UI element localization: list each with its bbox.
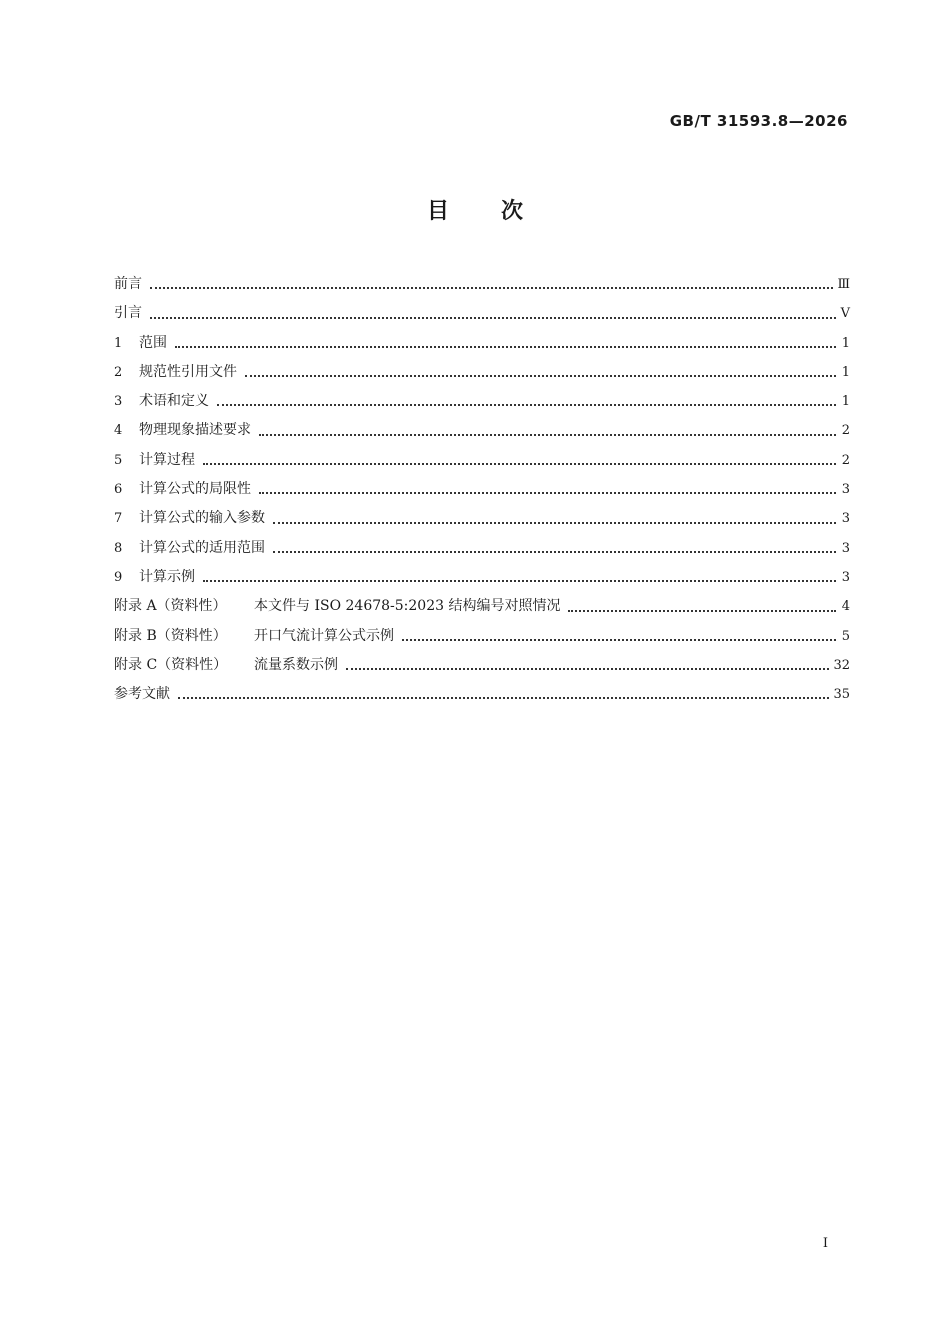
toc-section-number: 6 xyxy=(114,482,123,498)
toc-entry-9[interactable] xyxy=(114,563,850,592)
toc-section-number: 8 xyxy=(114,540,123,556)
toc-section-number: 5 xyxy=(114,452,123,468)
toc-page-number: 3 xyxy=(841,569,850,585)
toc-label: 计算过程 xyxy=(139,451,195,468)
toc-leader-dots xyxy=(259,475,836,504)
toc-page-number: 2 xyxy=(841,423,850,439)
toc-page-number: Ⅴ xyxy=(840,306,850,322)
toc-leader-dots xyxy=(150,299,836,328)
toc-page-number: 1 xyxy=(841,364,850,380)
toc-entry-5[interactable] xyxy=(114,446,850,475)
toc-leader-dots xyxy=(273,534,836,563)
toc-leader-dots xyxy=(178,680,829,709)
toc-annex-type: 附录 C（资料性） xyxy=(114,656,228,673)
toc-label: 计算示例 xyxy=(139,568,195,585)
toc-leader-dots xyxy=(217,387,836,416)
toc-section-number: 9 xyxy=(114,569,123,585)
toc-label: 开口气流计算公式示例 xyxy=(254,627,394,644)
toc-section-number: 2 xyxy=(114,364,123,380)
toc-page-number: 3 xyxy=(841,511,850,527)
toc-page-number: 5 xyxy=(841,628,850,644)
toc-page-number: 4 xyxy=(841,599,850,615)
toc-page-number: 2 xyxy=(841,452,850,468)
toc-entry-2[interactable] xyxy=(114,358,850,387)
toc-label: 计算公式的局限性 xyxy=(139,481,251,498)
toc-entry-3[interactable] xyxy=(114,387,850,416)
toc-leader-dots xyxy=(259,416,836,445)
toc-label: 规范性引用文件 xyxy=(139,363,237,380)
toc-page-number: 1 xyxy=(841,394,850,410)
toc-entry-annex-c[interactable] xyxy=(114,651,850,680)
toc-entry-6[interactable] xyxy=(114,475,850,504)
toc-leader-dots xyxy=(150,270,833,299)
toc-label: 前言 xyxy=(114,276,142,292)
toc-section-number: 4 xyxy=(114,423,123,439)
toc-label: 术语和定义 xyxy=(139,393,209,410)
toc-label: 计算公式的输入参数 xyxy=(139,510,265,527)
toc-section-number: 3 xyxy=(114,394,123,410)
toc-page-number: 3 xyxy=(841,482,850,498)
toc-page-number: Ⅲ xyxy=(837,277,850,292)
page-title: 目次 xyxy=(426,199,575,224)
toc-leader-dots xyxy=(402,622,836,651)
toc-entry-8[interactable] xyxy=(114,534,850,563)
toc-page-number: 3 xyxy=(841,540,850,556)
toc-entry-7[interactable] xyxy=(114,504,850,533)
toc-leader-dots xyxy=(175,329,836,358)
toc-label: 引言 xyxy=(114,305,142,322)
toc-page-number: 32 xyxy=(833,657,850,673)
toc-section-number: 7 xyxy=(114,511,123,527)
toc-leader-dots xyxy=(203,563,836,592)
toc-annex-type: 附录 A（资料性） xyxy=(114,598,227,615)
toc-entry-4[interactable] xyxy=(114,416,850,445)
toc-label: 物理现象描述要求 xyxy=(139,422,251,439)
toc-leader-dots xyxy=(203,446,836,475)
toc-annex-type: 附录 B（资料性） xyxy=(114,627,227,644)
toc-entry-annex-a[interactable] xyxy=(114,592,850,621)
standard-code: GB/T 31593.8—2026 xyxy=(669,112,848,130)
footer-page-number: Ⅰ xyxy=(822,1236,828,1251)
table-of-contents xyxy=(114,270,850,709)
toc-label: 流量系数示例 xyxy=(254,656,338,673)
toc-leader-dots xyxy=(245,358,836,387)
toc-entry-foreword[interactable] xyxy=(114,270,850,299)
toc-entry-annex-b[interactable] xyxy=(114,622,850,651)
toc-page-number: 35 xyxy=(833,687,850,703)
toc-entry-1[interactable] xyxy=(114,329,850,358)
toc-leader-dots xyxy=(273,504,836,533)
toc-label: 参考文献 xyxy=(114,686,170,703)
toc-label: 计算公式的适用范围 xyxy=(139,539,265,556)
toc-entry-bibliography[interactable] xyxy=(114,680,850,709)
toc-leader-dots xyxy=(346,651,829,680)
toc-page-number: 1 xyxy=(841,335,850,351)
toc-entry-introduction[interactable] xyxy=(114,299,850,328)
toc-leader-dots xyxy=(568,592,836,621)
toc-label: 范围 xyxy=(139,334,167,351)
toc-label: 本文件与 ISO 24678-5:2023 结构编号对照情况 xyxy=(254,598,561,615)
toc-section-number: 1 xyxy=(114,335,123,351)
